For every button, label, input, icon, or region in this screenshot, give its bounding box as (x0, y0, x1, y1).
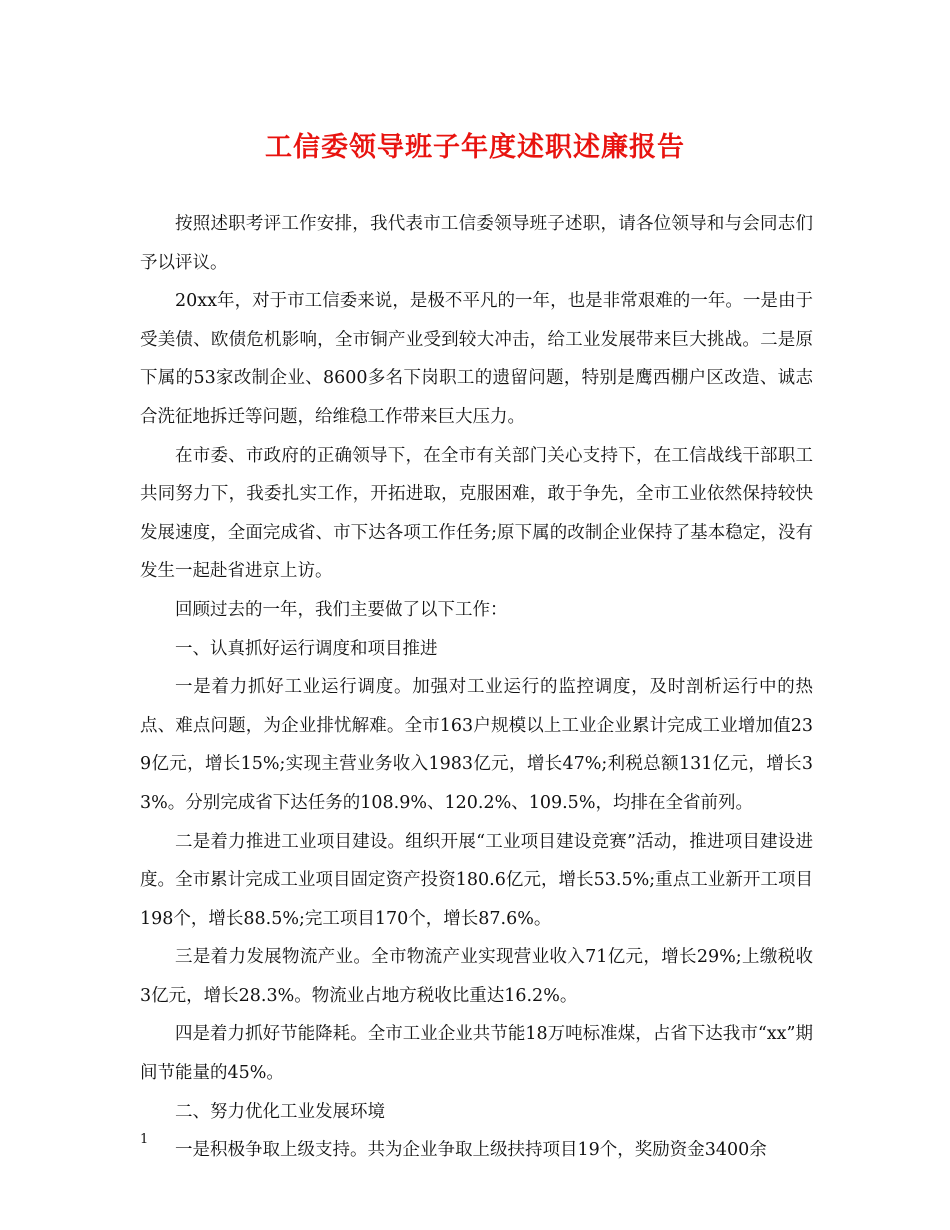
paragraph-achievements: 在市委、市政府的正确领导下，在全市有关部门关心支持下，在工信战线干部职工共同努力下，我委扎实工作，开拓进取，克服困难，敢于争先，全市工业依然保持较快发展速度，全面完成省、市下达各项工作任务;原下属的改制企业保持了基本稳定，没有发生一起赴省进京上访。 (140, 445, 813, 582)
paragraph-logistics: 三是着力发展物流产业。全市物流产业实现营业收入71亿元，增长29%;上缴税收3亿元，增长28.3%。物流业占地方税收比重达16.2%。 (140, 947, 813, 1006)
paragraph-intro: 按照述职考评工作安排，我代表市工信委领导班子述职，请各位领导和与会同志们予以评议。 (140, 214, 813, 273)
paragraph-energy-saving: 四是着力抓好节能降耗。全市工业企业共节能18万吨标准煤，占省下达我市“xx”期间节能量的45%。 (140, 1024, 813, 1084)
document-body (140, 205, 813, 1170)
paragraph-review: 回顾过去的一年，我们主要做了以下工作： (175, 599, 508, 620)
paragraph-operation-dispatch: 一是着力抓好工业运行调度。加强对工业运行的监控调度，及时剖析运行中的热点、难点问题，为企业排忧解难。全市163户规模以上工业企业累计完成工业增加值239亿元，增长15%;实现主营业务收入1983亿元，增长47%;利税总额131亿元，增长33%。分别完成省下达任务的108.9%、120.2%、109.5%，均排在全省前列。 (140, 677, 813, 813)
section-heading-2: 二、努力优化工业发展环境 (175, 1101, 385, 1122)
document-title: 工信委领导班子年度述职述廉报告 (265, 132, 685, 163)
paragraph-project-construction: 二是着力推进工业项目建设。组织开展“工业项目建设竞赛”活动，推进项目建设进度。全市累计完成工业项目固定资产投资180.6亿元，增长53.5%;重点工业新开工项目198个，增长88.5%;完工项目170个，增长87.6%。 (140, 831, 813, 929)
paragraph-higher-support: 一是积极争取上级支持。共为企业争取上级扶持项目19个，奖励资金3400余 (175, 1140, 767, 1161)
paragraph-challenges: 20xx年，对于市工信委来说，是极不平凡的一年，也是非常艰难的一年。一是由于受美债、欧债危机影响，全市铜产业受到较大冲击，给工业发展带来巨大挑战。二是原下属的53家改制企业、8600多名下岗职工的遗留问题，特别是鹰西棚户区改造、诚志合洗征地拆迁等问题，给维稳工作带来巨大压力。 (140, 291, 813, 427)
section-heading-1: 一、认真抓好运行调度和项目推进 (175, 638, 438, 659)
page-number: 1 (140, 1132, 149, 1147)
